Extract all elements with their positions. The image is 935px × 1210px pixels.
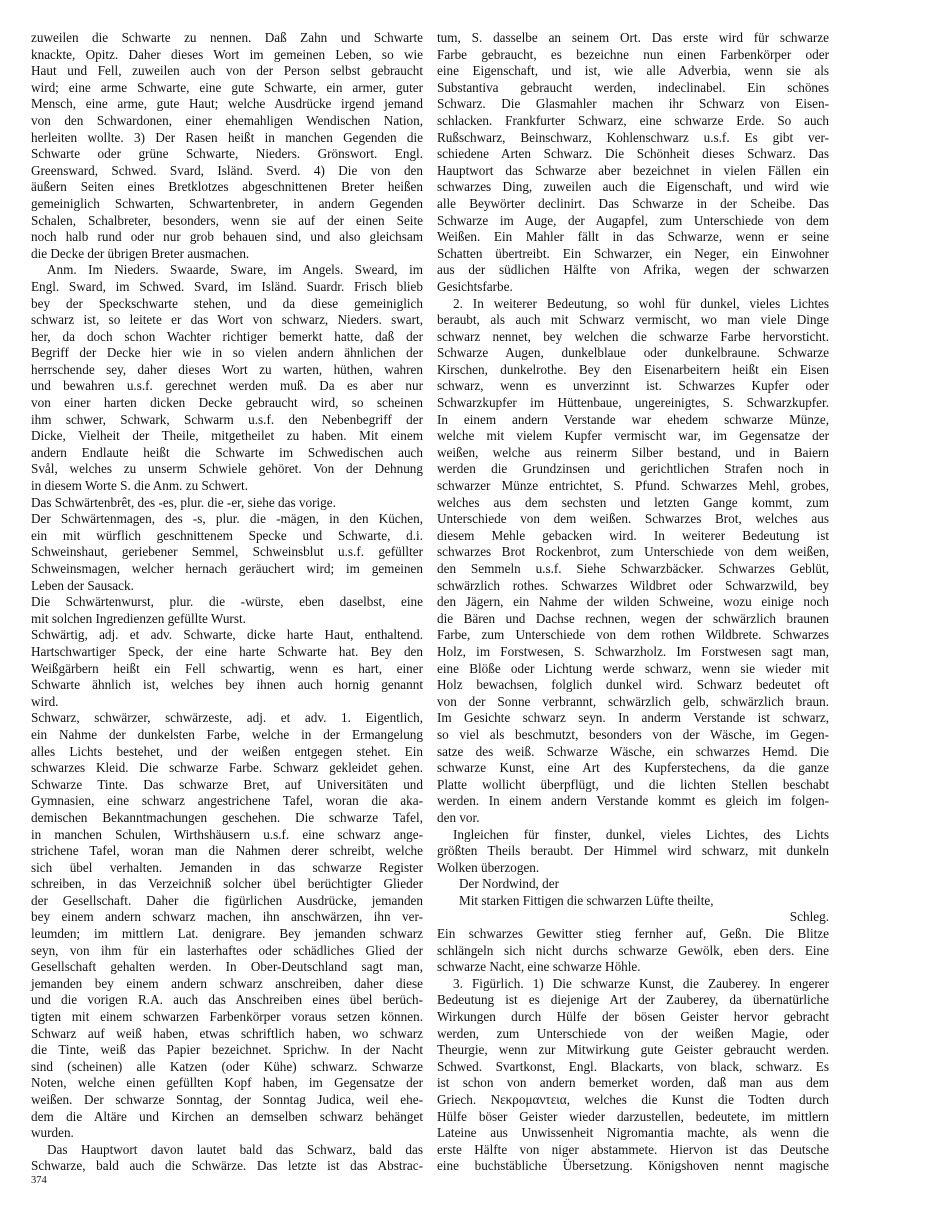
text-line: die Decke der übrigen Breter ausmachen. <box>31 245 250 261</box>
text-line: Schwarze Tinte. Das schwarze Bret, auf Universitäten und <box>31 776 423 792</box>
page-number: 374 <box>31 1175 47 1186</box>
text-line: den Semmeln u.s.f. Siehe Schwarzbäcker. Schwarzes Geblüt, <box>437 561 829 576</box>
text-line: her, da doch schon Wachter richtiger bemerkt hatte, daß der <box>31 328 423 344</box>
text-line: ihm schwer, Schwark, Schwarm u.s.f. den Nebenbegriff der <box>31 411 423 427</box>
text-line: Schwarze, bald auch die Schwärze. Das letzte ist das Abstrac- <box>31 1158 423 1174</box>
text-line: In einem andern Verstande war ehedem schwarze Münze, <box>437 411 829 427</box>
text-line: Farbe, zum Unterschiede von dem rothen Wildbrete. Schwarzes <box>437 627 829 643</box>
text-line: größten Theils beraubt. Der Himmel wird schwarz, mit dunkeln <box>437 843 829 859</box>
text-line: schwarzes Ding, zuweilen auch die Eigenschaft, und wird wie <box>437 179 829 195</box>
text-line: schwarz ist, so leitete er das Wort von schwarz, Nieders. swart, <box>31 312 423 328</box>
text-line: sich übel verhalten. Jemanden in das schwarze Register <box>31 859 423 875</box>
text-line: Schwed. Svartkonst, Engl. Blackarts, von black, schwarz. Es <box>437 1058 829 1074</box>
text-line: werden die Grundzinsen und gerichtlichen Strafen noch in <box>437 461 829 477</box>
text-line: der Gesellschaft. Daher die figürlichen Ausdrücke, jemanden <box>31 892 423 908</box>
text-line: satze des weiß. Schwarze Wäsche, ein schwarzes Hemd. Die <box>437 743 829 759</box>
text-line: alles Lichts bestehet, und der weißen entgegen stehet. Ein <box>31 743 423 759</box>
text-line: aus der südlichen Hälfte von Afrika, wegen der schwarzen <box>437 262 829 278</box>
text-line: wurden. <box>31 1125 74 1141</box>
text-line: wird; eine arme Schwarte, eine gute Schwarte, ein armer, guter <box>31 79 423 95</box>
text-line: schlacken. Frankfurter Schwarz, eine schwarze Erde. So auch <box>437 112 829 128</box>
text-line: schwarzer Münze entrichtet, S. Pfund. Schwarzes Mehl, grobes, <box>437 478 829 494</box>
text-line: zuweilen die Schwarte zu nennen. Daß Zahn und Schwarte <box>31 30 423 45</box>
text-line: Schwarze Augen, dunkelblaue oder dunkelbraune. Schwarze <box>437 345 829 361</box>
text-line: und die vorigen R.A. auch das Anschreiben eines übel berüch- <box>31 992 423 1008</box>
text-line: weißen, welche aus reinerm Silber bestand, und in Baiern <box>437 444 829 460</box>
text-line: ist schon von andern bemerket worden, daß man aus dem <box>437 1075 829 1091</box>
text-line: leumden; im mittlern Lat. denigrare. Bey jemanden schwarz <box>31 926 423 942</box>
text-line: äußern Seiten eines Bretklotzes abgeschnittenen Breter heißen <box>31 179 423 195</box>
text-line: alle Beywörter declinirt. Das Schwarze in der Scheibe. Das <box>437 195 829 211</box>
text-line: Schatten übertreibt. Ein Schwarzer, ein Neger, ein Einwohner <box>437 245 829 261</box>
text-line: schlängeln sich nicht durchs schwarze Gewölk, eben ders. Eine <box>437 942 829 958</box>
text-line: eine buchstäbliche Übersetzung. Königshoven nennt magische <box>437 1158 829 1174</box>
text-line: Schwarte ähnlich ist, welches bey ihnen auch hornig genannt <box>31 677 423 693</box>
text-line: schwarz nennet, bey welchen die schwarze Farbe hervorsticht. <box>437 328 829 344</box>
text-line: Wolken überzogen. <box>437 859 540 875</box>
text-line: Hauptwort das Schwarze aber bezeichnet in vielen Fällen ein <box>437 162 829 178</box>
text-line: erste Hälfte von niger abstammete. Hiervon ist das Deutsche <box>437 1141 829 1157</box>
text-line: bey der Speckschwarte stehen, und da diese gemeiniglich <box>31 295 423 311</box>
text-line: schwarzes Brot Rockenbrot, zum Unterschiede von dem weißen, <box>437 544 829 560</box>
text-line: schwarz, wenn es unverzinnt ist. Schwarzes Kupfer oder <box>437 378 829 394</box>
quote-attribution: Schleg. <box>789 909 829 925</box>
text-line: schreiben, in das Verzeichniß solcher übel berüchtigter Glieder <box>31 876 423 892</box>
text-line: Farbe gebraucht, es bezeichne nun einen Farbenkörper oder <box>437 46 829 62</box>
text-line: diesem Mehle gebacken wird. In weiterer Bedeutung ist <box>437 527 829 543</box>
text-line: Holz bewachsen, folglich dunkel wird. Schwarz bedeutet oft <box>437 677 829 693</box>
text-line: beraubt, als auch mit Schwarz vermischt, wo man viele Dinge <box>437 312 829 328</box>
text-line: Theurgie, wenn zur Mitwirkung gute Geister gebraucht werden. <box>437 1042 829 1058</box>
text-line: 2. In weiterer Bedeutung, so wohl für dunkel, vieles Lichtes <box>453 295 829 311</box>
text-line: Ein schwarzes Gewitter stieg fernher auf, Geßn. Die Blitze <box>437 926 829 942</box>
text-line: gemeiniglich Schwarten, Schwartenbreter, in andern Gegenden <box>31 195 423 211</box>
text-line: Ingleichen für finster, dunkel, vieles Lichtes, des Lichts <box>453 826 829 842</box>
text-line: Holz, im Forstwesen, S. Schwarzholz. Im Forstwesen sagt man, <box>437 643 829 659</box>
text-line: Mensch, eine arme, gute Haut; welche Ausdrücke irgend jemand <box>31 96 423 112</box>
quote-line: Mit starken Fittigen die schwarzen Lüfte theilte, <box>459 892 714 908</box>
text-line: Schalen, Schalbreter, besonders, wenn sie auf der einen Seite <box>31 212 423 228</box>
text-line: weißen. Der schwarze Sonntag, der Sonntag Judica, weil ehe- <box>31 1092 423 1107</box>
text-line: tum, S. dasselbe an seinem Ort. Das erste wird für schwarze <box>437 30 829 45</box>
text-line: Wirkungen durch Hülfe der bösen Geister hervor gebracht <box>437 1009 829 1025</box>
text-line: welche mit vielem Kupfer vermischt war, im Gegensatze der <box>437 428 829 444</box>
text-line: Schwarz. Die Glasmahler machen ihr Schwarz von Eisen- <box>437 96 829 112</box>
text-line: werden, zum Unterschiede von der weißen Magie, oder <box>437 1025 829 1041</box>
entry-headword-line: Das Schwärtenbrêt, des -es, plur. die -er, siehe das vorige. <box>31 494 336 510</box>
text-line: Greensward, Schwed. Svard, Isländ. Sverd. 4) Die von den <box>31 162 423 178</box>
text-line: Hülfe böser Geister wieder darzustellen, bedeutete, im mittlern <box>437 1108 829 1124</box>
text-line: Noten, welche einen gefüllten Kopf haben, im Gegensatze der <box>31 1075 423 1091</box>
text-line: welches aus dem sechsten und letzten Gange kommt, zum <box>437 494 829 510</box>
text-line: werden. In einem andern Verstande kommt es gleich im folgen- <box>437 793 829 809</box>
text-line: Schwarzkupfer im Hüttenbaue, ungereinigtes, S. Schwarzkupfer. <box>437 395 829 411</box>
text-line: Platte wollicht überpflügt, und die lichten Stellen beschabt <box>437 776 829 792</box>
text-line: noch halb rund oder nur grob behauen sind, und also gleichsam <box>31 229 423 245</box>
text-line: Weißgärbern heißt ein Fell schwartig, wenn es hart, einer <box>31 660 423 676</box>
text-line: Anm. Im Nieders. Swaarde, Sware, im Angels. Sweard, im <box>47 262 423 278</box>
text-line: Hartschwartiger Speck, der eine harte Schwarte hat. Bey den <box>31 643 423 659</box>
text-line: Schwarz auf weiß haben, etwas schriftlich haben, wo schwarz <box>31 1025 423 1041</box>
text-line: seyn, von ihm für ein lasterhaftes oder schädliches Glied der <box>31 942 423 958</box>
text-line: so viel als beschmutzt, besonders von der Wäsche, im Gegen- <box>437 726 829 742</box>
text-line: jemanden bey einem andern schwarz anschreiben, daher diese <box>31 975 423 991</box>
text-line: Schwarte oder grüne Schwarte, Nieders. Grönswort. Engl. <box>31 146 423 162</box>
text-line: mit solchen Ingredienzen gefüllte Wurst. <box>31 610 246 626</box>
text-line: eine Eigenschaft, und ist, wie alle Adverbia, wenn sie als <box>437 63 829 79</box>
text-line: von den Schwardonen, einer ehemahligen Wendischen Nation, <box>31 112 423 128</box>
text-line: Im Gesichte schwarz seyn. In anderm Verstande ist schwarz, <box>437 710 829 726</box>
text-line: ein mit würflich geschnittenem Specke und Schwarte, d.i. <box>31 527 423 543</box>
text-line: dem die Altäre und Kirchen an demselben schwarz behänget <box>31 1108 423 1124</box>
text-line: den vor. <box>437 809 480 825</box>
text-line: ein Nahme der dunkelsten Farbe, welche in der Ermangelung <box>31 726 423 742</box>
text-line: sind (scheinen) alle Katzen (oder Kühe) schwarz. Schwarze <box>31 1058 423 1074</box>
text-line: Lateine aus Unwissenheit Nigromantia machte, als wenn die <box>437 1125 829 1141</box>
entry-headword-line: Schwarz, schwärzer, schwärzeste, adj. et adv. 1. Eigentlich, <box>31 710 423 726</box>
text-line: Substantiva gebraucht werden, indeclinabel. Ein schönes <box>437 79 829 95</box>
text-line: Gesellschaft gehalten werden. In Ober-Deutschland sagt man, <box>31 959 423 975</box>
text-line: Haut und Fell, zuweilen auch von der Person selbst gebraucht <box>31 63 423 79</box>
text-line: Dicke, Vielheit der Theile, mitgetheilet zu haben. Mit einem <box>31 428 423 444</box>
text-line: Rußschwarz, Beinschwarz, Kohlenschwarz u.s.f. Es gibt ver- <box>437 129 829 145</box>
text-line: Leben der Sausack. <box>31 577 134 593</box>
text-line: und bewahren u.s.f. gerechnet werden muß. Da es aber nur <box>31 378 423 394</box>
text-line: schwärzlich rothes. Schwarzes Wildbret oder Schwarzwild, bey <box>437 577 829 593</box>
text-line: von der Sonne verbrannt, schwärzlich gelb, schwärzlich braun. <box>437 693 829 709</box>
text-line: wird. <box>31 693 59 709</box>
text-line: Kirschen, dunkelrothe. Bey den Eisenarbeitern heißt ein Eisen <box>437 361 829 377</box>
text-line: demischen Bekanntmachungen geschehen. Die schwarze Tafel, <box>31 809 423 825</box>
text-line: Svål, welches zu unserm Schwiele gehöret. Von der Dehnung <box>31 461 423 477</box>
text-line: die Bären und Dachse rechnen, wegen der schwärzlich braunen <box>437 610 829 626</box>
entry-headword-line: Die Schwärtenwurst, plur. die -würste, eben daselbst, eine <box>31 594 423 610</box>
text-line: Gesichtsfarbe. <box>437 278 513 294</box>
text-line: Gymnasien, eine schwarz angestrichene Tafel, woran die aka- <box>31 793 423 809</box>
right-column <box>437 30 829 1175</box>
text-line: schwarze Kunst, eine Art des Kupferstechens, da die ganze <box>437 760 829 776</box>
text-line: bey einem andern schwarz machen, ihn anschwärzen, ihn ver- <box>31 909 423 925</box>
text-line: Das Hauptwort davon lautet bald das Schwarz, bald das <box>47 1141 423 1157</box>
text-line: eine Blöße oder Lichtung werde schwarz, wenn sie wieder mit <box>437 660 829 676</box>
text-line: in diesem Worte S. die Anm. zu Schwert. <box>31 478 248 494</box>
text-line: schwarzes Kleid. Die schwarze Farbe. Schwarz gekleidet gehen. <box>31 760 423 776</box>
entry-headword-line: Schwärtig, adj. et adv. Schwarte, dicke harte Haut, enthaltend. <box>31 627 423 643</box>
text-line: andern Endlaute heißt die Schwarte im Schwedischen auch <box>31 444 423 460</box>
entry-headword-line: Der Schwärtenmagen, des -s, plur. die -mägen, in den Küchen, <box>31 511 423 527</box>
text-line: Griech. Νεκρομαντεια, welches die Kunst die Todten durch <box>437 1092 829 1107</box>
text-line: Bedeutung ist es diejenige Art der Zauberey, da übernatürliche <box>437 992 829 1008</box>
text-line: herleiten wollte. 3) Der Rasen heißt in manchen Gegenden die <box>31 129 423 145</box>
text-line: Schweinsmagen, welcher hernach geräuchert wird; im gemeinen <box>31 561 423 576</box>
text-line: strichene Tafel, woran man die Nahmen derer schreibt, welche <box>31 843 423 859</box>
text-line: Engl. Sward, im Schwed. Svard, im Isländ. Suardr. Frisch blieb <box>31 278 423 294</box>
text-line: Weißen. Ein Mahler fällt in das Schwarze, wenn er seine <box>437 229 829 245</box>
text-line: den Jägern, ein Nahme der wilden Schweine, wozu einige noch <box>437 594 829 610</box>
text-line: Schwarze im Auge, der Augapfel, zum Unterschiede von dem <box>437 212 829 228</box>
text-line: knackte, Opitz. Daher dieses Wort im gemeinen Leben, so wie <box>31 46 423 62</box>
text-line: schwarze Nacht, eine schwarze Höhle. <box>437 959 641 975</box>
text-line: herrschende sey, daher dieses Wort zu warten, hüthen, wahren <box>31 361 423 377</box>
text-line: 3. Figürlich. 1) Die schwarze Kunst, die Zauberey. In engerer <box>453 975 829 991</box>
text-line: Unterschiede von dem weißen. Schwarzes Brot, welches aus <box>437 511 829 527</box>
text-line: in manchen Schulen, Wirthshäusern u.s.f. eine schwarz ange- <box>31 826 423 842</box>
text-line: von einer harten dicken Decke gebraucht wird, so scheinen <box>31 395 423 411</box>
text-line: die Tinte, weiß das Papier bezeichnet. Sprichw. In der Nacht <box>31 1042 423 1058</box>
quote-line: Der Nordwind, der <box>459 876 559 892</box>
text-line: tigten mit einem schwarzen Farbenkörper voraus setzen können. <box>31 1009 423 1025</box>
left-column <box>31 30 423 1175</box>
text-line: schiedene Arten Schwarz. Die Schönheit dieses Schwarz. Das <box>437 146 829 162</box>
text-line: Begriff der Decke hier wie in so vielen andern ähnlichen der <box>31 345 423 361</box>
text-line: Schweinshaut, geriebener Semmel, Schweinsblut u.s.f. gefüllter <box>31 544 423 560</box>
